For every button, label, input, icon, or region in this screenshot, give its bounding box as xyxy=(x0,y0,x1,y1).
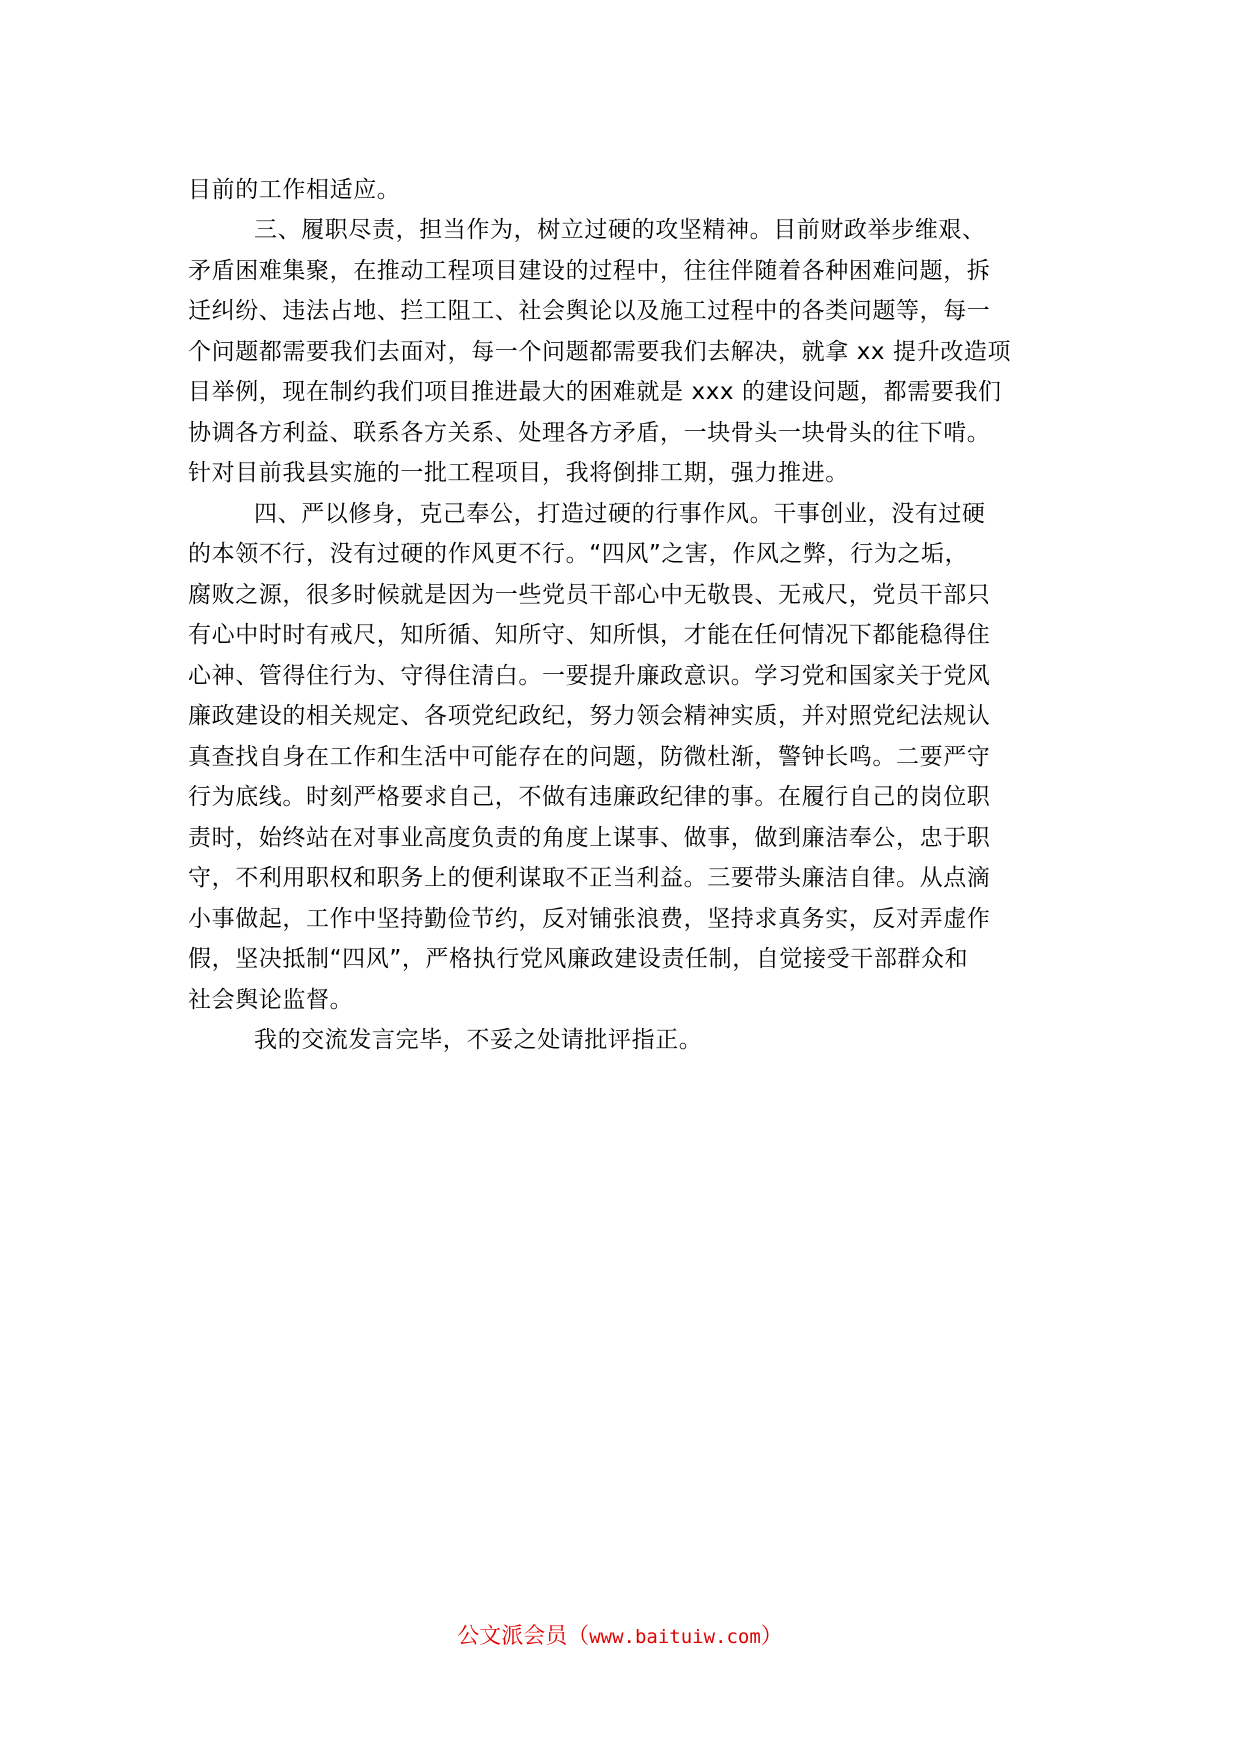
text-line: 行为底线。时刻严格要求自己，不做有违廉政纪律的事。在履行自己的岗位职 xyxy=(188,784,991,810)
text-line: 责时，始终站在对事业高度负责的角度上谋事、做事，做到廉洁奉公，忠于职 xyxy=(188,825,991,851)
text-line: 协调各方利益、联系各方关系、处理各方矛盾，一块骨头一块骨头的往下啃。 xyxy=(188,420,991,446)
text-line: 腐败之源，很多时候就是因为一些党员干部心中无敬畏、无戒尺，党员干部只 xyxy=(188,582,991,608)
text-line: 廉政建设的相关规定、各项党纪政纪，努力领会精神实质，并对照党纪法规认 xyxy=(188,703,991,729)
footer-close-paren: ） xyxy=(760,1624,783,1649)
text-line: 真查找自身在工作和生活中可能存在的问题，防微杜渐，警钟长鸣。二要严守 xyxy=(188,744,991,770)
text-line: 社会舆论监督。 xyxy=(188,987,354,1013)
text-line: 矛盾困难集聚，在推动工程项目建设的过程中，往往伴随着各种困难问题，拆 xyxy=(188,258,991,284)
text-line: 目前的工作相适应。 xyxy=(188,177,401,203)
text-line: 守，不利用职权和职务上的便利谋取不正当利益。三要带头廉洁自律。从点滴 xyxy=(188,865,991,891)
section-four-heading-line: 四、严以修身，克己奉公，打造过硬的行事作风。干事创业，没有过硬 xyxy=(254,501,986,527)
text-line: 假，坚决抵制“四风”，严格执行党风廉政建设责任制，自觉接受干部群众和 xyxy=(188,946,969,972)
text-line: 的本领不行，没有过硬的作风更不行。“四风”之害，作风之弊，行为之垢， xyxy=(188,541,969,567)
closing-line: 我的交流发言完毕，不妥之处请批评指正。 xyxy=(254,1027,703,1053)
text-line: 心神、管得住行为、守得住清白。一要提升廉政意识。学习党和国家关于党风 xyxy=(188,663,991,689)
footer-watermark xyxy=(0,1620,1240,1654)
text-line: 目举例，现在制约我们项目推进最大的困难就是 xxx 的建设问题，都需要我们 xyxy=(188,379,1002,405)
text-line: 小事做起，工作中坚持勤俭节约，反对铺张浪费，坚持求真务实，反对弄虚作 xyxy=(188,906,991,932)
footer-url-link[interactable]: www.baituiw.com xyxy=(589,1626,761,1648)
text-line: 有心中时时有戒尺，知所循、知所守、知所惧，才能在任何情况下都能稳得住 xyxy=(188,622,991,648)
text-line: 个问题都需要我们去面对，每一个问题都需要我们去解决，就拿 xx 提升改造项 xyxy=(188,339,1012,365)
text-line: 针对目前我县实施的一批工程项目，我将倒排工期，强力推进。 xyxy=(188,460,849,486)
footer-brand: 公文派会员（ xyxy=(457,1624,590,1649)
section-three-heading-line: 三、履职尽责，担当作为，树立过硬的攻坚精神。目前财政举步维艰、 xyxy=(254,217,986,243)
text-line: 迁纠纷、违法占地、拦工阻工、社会舆论以及施工过程中的各类问题等，每一 xyxy=(188,298,991,324)
